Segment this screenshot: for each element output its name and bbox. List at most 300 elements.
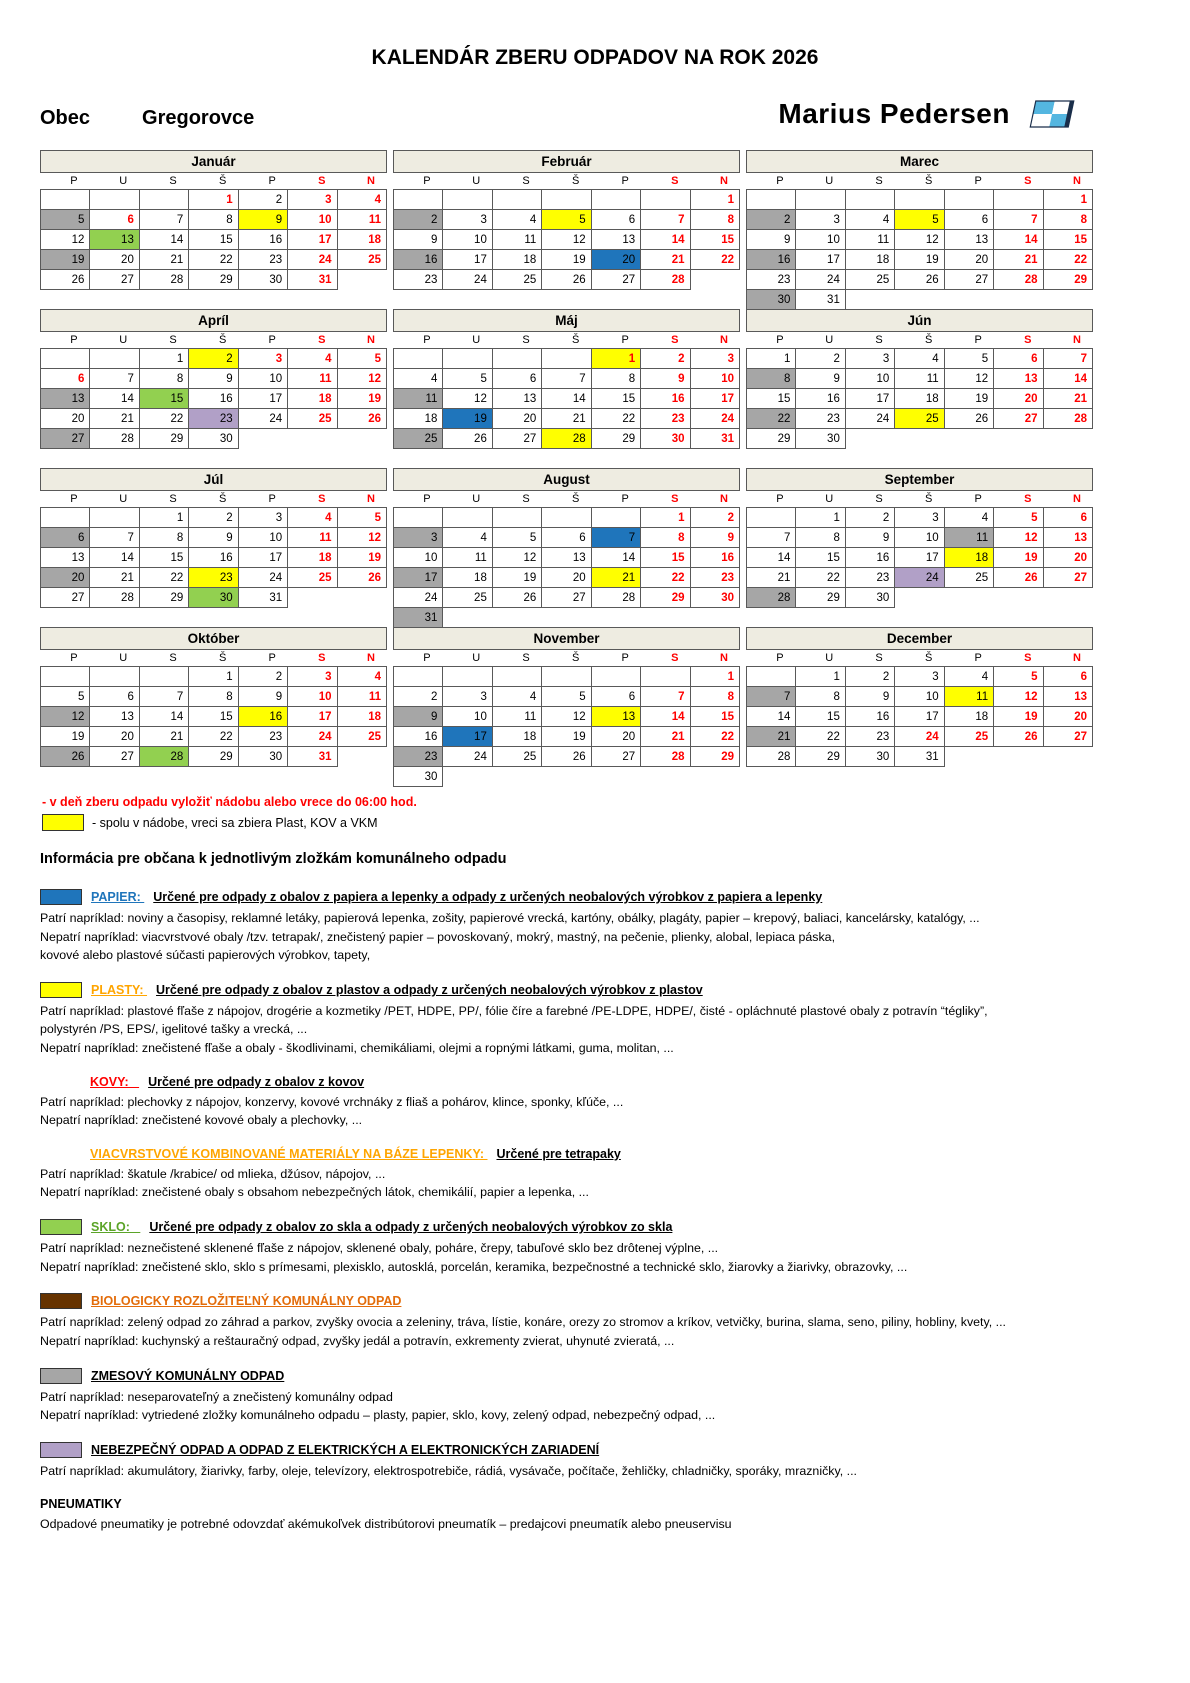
day-3: 3 xyxy=(895,508,944,528)
day-27: 27 xyxy=(542,588,591,608)
day-24: 24 xyxy=(288,250,337,270)
day-9: 9 xyxy=(845,687,894,707)
day-8: 8 xyxy=(591,369,640,389)
empty-cell xyxy=(591,667,640,687)
section-title: Určené pre odpady z obalov z plastov a odpady z určených neobalových výrobkov z plastov xyxy=(156,982,703,997)
weekday-label: P xyxy=(70,175,78,187)
day-19: 19 xyxy=(337,548,386,568)
void-cell xyxy=(443,767,492,787)
day-2: 2 xyxy=(394,687,443,707)
day-5: 5 xyxy=(41,210,90,230)
week-row xyxy=(41,508,387,528)
weekday-label: P xyxy=(776,652,784,664)
day-25: 25 xyxy=(492,747,541,767)
empty-cell xyxy=(90,508,139,528)
day-16: 16 xyxy=(845,707,894,727)
day-21: 21 xyxy=(591,568,640,588)
month-marec xyxy=(746,150,1093,306)
weekday-label: P xyxy=(974,175,982,187)
day-31: 31 xyxy=(394,608,443,628)
void-cell xyxy=(492,608,541,628)
day-24: 24 xyxy=(895,727,944,747)
section-line: kovové alebo plastové súčasti papierových výrobkov, tapety, xyxy=(40,948,371,963)
day-23: 23 xyxy=(641,409,690,429)
weekday-label: Š xyxy=(924,175,933,187)
day-5: 5 xyxy=(944,349,993,369)
day-27: 27 xyxy=(41,429,90,449)
day-10: 10 xyxy=(443,230,492,250)
month-jul xyxy=(40,468,387,624)
empty-cell xyxy=(394,508,443,528)
day-10: 10 xyxy=(845,369,894,389)
month-days-table xyxy=(746,666,1093,767)
day-7: 7 xyxy=(641,687,690,707)
week-row xyxy=(747,568,1093,588)
day-7: 7 xyxy=(747,687,796,707)
day-10: 10 xyxy=(394,548,443,568)
empty-cell xyxy=(443,508,492,528)
weekday-label: S xyxy=(522,175,530,187)
day-23: 23 xyxy=(747,270,796,290)
weekday-label: Š xyxy=(571,493,580,505)
municipality-name: Gregorovce xyxy=(142,107,255,129)
section-heading xyxy=(90,1147,1150,1161)
day-21: 21 xyxy=(641,727,690,747)
empty-cell xyxy=(845,190,894,210)
section-line: Nepatrí napríklad: znečistené fľaše a obaly - škodlivinami, chemikáliami, olejmi a ropnými látkami, guma, molitan, ... xyxy=(40,1041,674,1056)
empty-cell xyxy=(591,190,640,210)
void-cell xyxy=(845,429,894,449)
day-19: 19 xyxy=(994,707,1043,727)
day-5: 5 xyxy=(994,667,1043,687)
section-label: KOVY: xyxy=(90,1074,140,1089)
day-21: 21 xyxy=(139,727,188,747)
section-title: Určené pre odpady z obalov z kovov xyxy=(148,1074,365,1089)
day-26: 26 xyxy=(944,409,993,429)
day-2: 2 xyxy=(845,508,894,528)
waste-section-nebezpecny xyxy=(40,1442,1150,1481)
day-16: 16 xyxy=(845,548,894,568)
void-cell xyxy=(690,767,739,787)
weekday-header-row xyxy=(40,650,387,666)
day-14: 14 xyxy=(139,230,188,250)
day-23: 23 xyxy=(394,270,443,290)
day-24: 24 xyxy=(895,568,944,588)
day-28: 28 xyxy=(542,429,591,449)
section-line: Patrí napríklad: neseparovateľný a znečistený komunálny odpad xyxy=(40,1389,393,1404)
weekday-label: Š xyxy=(924,652,933,664)
void-cell xyxy=(337,429,386,449)
week-row xyxy=(747,290,1093,310)
week-row xyxy=(394,389,740,409)
day-10: 10 xyxy=(238,369,287,389)
weekday-label: S xyxy=(169,652,177,664)
day-28: 28 xyxy=(747,747,796,767)
day-12: 12 xyxy=(492,548,541,568)
day-13: 13 xyxy=(994,369,1043,389)
day-2: 2 xyxy=(641,349,690,369)
weekday-header-row xyxy=(746,650,1093,666)
day-24: 24 xyxy=(845,409,894,429)
weekday-label: N xyxy=(720,493,728,505)
day-14: 14 xyxy=(641,707,690,727)
day-4: 4 xyxy=(288,508,337,528)
weekday-label: P xyxy=(776,334,784,346)
day-13: 13 xyxy=(41,389,90,409)
day-29: 29 xyxy=(189,747,238,767)
section-line: Patrí napríklad: plastové fľaše z nápojov, drogérie a kozmetiky /PET, HDPE, PP/, fólie číre a farebné /PE-LDPE, HDPE/, čisté - opláchnuté plastové obaly z potravín “tégliky”, xyxy=(40,1003,988,1018)
day-22: 22 xyxy=(747,409,796,429)
day-23: 23 xyxy=(189,568,238,588)
day-13: 13 xyxy=(1043,528,1092,548)
day-24: 24 xyxy=(238,409,287,429)
day-6: 6 xyxy=(542,528,591,548)
void-cell xyxy=(641,767,690,787)
void-cell xyxy=(542,767,591,787)
day-26: 26 xyxy=(994,727,1043,747)
weekday-label: Š xyxy=(571,652,580,664)
day-11: 11 xyxy=(288,369,337,389)
day-22: 22 xyxy=(796,568,845,588)
day-19: 19 xyxy=(492,568,541,588)
day-10: 10 xyxy=(690,369,739,389)
weekday-label: U xyxy=(472,652,481,664)
week-row xyxy=(394,250,740,270)
week-row xyxy=(747,230,1093,250)
day-15: 15 xyxy=(189,707,238,727)
weekday-label: S xyxy=(1024,334,1032,346)
purple-category-swatch xyxy=(40,1442,82,1458)
month-days-table xyxy=(393,348,740,449)
weekday-label: U xyxy=(119,493,128,505)
blue-category-swatch xyxy=(40,889,82,905)
day-21: 21 xyxy=(542,409,591,429)
day-10: 10 xyxy=(288,210,337,230)
day-5: 5 xyxy=(492,528,541,548)
day-10: 10 xyxy=(238,528,287,548)
week-row xyxy=(747,210,1093,230)
day-30: 30 xyxy=(238,270,287,290)
day-5: 5 xyxy=(337,508,386,528)
weekday-label: U xyxy=(825,175,834,187)
day-31: 31 xyxy=(288,270,337,290)
day-29: 29 xyxy=(139,429,188,449)
weekday-label: U xyxy=(472,175,481,187)
day-6: 6 xyxy=(994,349,1043,369)
empty-cell xyxy=(41,190,90,210)
day-6: 6 xyxy=(41,369,90,389)
week-row xyxy=(41,687,387,707)
week-row xyxy=(747,528,1093,548)
week-row xyxy=(394,508,740,528)
weekday-label: S xyxy=(671,652,679,664)
day-30: 30 xyxy=(189,429,238,449)
weekday-label: S xyxy=(318,493,326,505)
day-16: 16 xyxy=(394,727,443,747)
day-9: 9 xyxy=(747,230,796,250)
day-4: 4 xyxy=(492,687,541,707)
day-19: 19 xyxy=(542,727,591,747)
weekday-label: S xyxy=(318,334,326,346)
month-title: Október xyxy=(40,627,387,650)
day-14: 14 xyxy=(641,230,690,250)
month-title: Júl xyxy=(40,468,387,491)
day-22: 22 xyxy=(591,409,640,429)
day-28: 28 xyxy=(994,270,1043,290)
day-25: 25 xyxy=(895,409,944,429)
day-23: 23 xyxy=(796,409,845,429)
day-22: 22 xyxy=(796,727,845,747)
empty-cell xyxy=(944,190,993,210)
week-row xyxy=(41,389,387,409)
month-days-table xyxy=(40,666,387,767)
day-29: 29 xyxy=(139,588,188,608)
yellow-category-swatch xyxy=(40,982,82,998)
week-row xyxy=(747,250,1093,270)
weekday-label: Š xyxy=(924,493,933,505)
day-16: 16 xyxy=(641,389,690,409)
day-20: 20 xyxy=(90,727,139,747)
day-19: 19 xyxy=(542,250,591,270)
weekday-label: S xyxy=(318,175,326,187)
day-2: 2 xyxy=(238,667,287,687)
week-row xyxy=(394,190,740,210)
day-20: 20 xyxy=(41,568,90,588)
month-title: September xyxy=(746,468,1093,491)
week-row xyxy=(394,230,740,250)
empty-cell xyxy=(492,190,541,210)
empty-cell xyxy=(443,190,492,210)
weekday-label: Š xyxy=(218,493,227,505)
week-row xyxy=(747,369,1093,389)
weekday-label: U xyxy=(825,652,834,664)
day-12: 12 xyxy=(994,528,1043,548)
day-17: 17 xyxy=(288,230,337,250)
section-label: NEBEZPEČNÝ ODPAD A ODPAD Z ELEKTRICKÝCH A ELEKTRONICKÝCH ZARIADENÍ xyxy=(91,1442,600,1457)
day-26: 26 xyxy=(443,429,492,449)
weekday-header-row xyxy=(393,491,740,507)
day-18: 18 xyxy=(944,707,993,727)
day-16: 16 xyxy=(238,707,287,727)
void-cell xyxy=(944,290,993,310)
day-14: 14 xyxy=(542,389,591,409)
empty-cell xyxy=(796,190,845,210)
empty-cell xyxy=(90,349,139,369)
day-11: 11 xyxy=(492,707,541,727)
week-row xyxy=(394,369,740,389)
day-7: 7 xyxy=(139,687,188,707)
day-26: 26 xyxy=(994,568,1043,588)
empty-cell xyxy=(139,667,188,687)
day-30: 30 xyxy=(641,429,690,449)
day-19: 19 xyxy=(895,250,944,270)
day-28: 28 xyxy=(139,747,188,767)
empty-cell xyxy=(641,667,690,687)
weekday-label: N xyxy=(720,175,728,187)
day-9: 9 xyxy=(796,369,845,389)
day-26: 26 xyxy=(542,747,591,767)
day-11: 11 xyxy=(394,389,443,409)
section-line: Patrí napríklad: zelený odpad zo záhrad a parkov, zvyšky ovocia a zeleniny, tráva, lístie, konáre, orezy zo stromov a kríkov, vetvičky, burina, slama, seno, piliny, hobliny, kvety, ... xyxy=(40,1315,1006,1330)
day-26: 26 xyxy=(41,747,90,767)
day-17: 17 xyxy=(895,548,944,568)
void-cell xyxy=(337,270,386,290)
day-9: 9 xyxy=(394,230,443,250)
day-6: 6 xyxy=(1043,667,1092,687)
section-line: Nepatrí napríklad: kuchynský a reštauračný odpad, zvyšky jedál a potravín, exkrementy zvierat, uhynuté zvieratá, ... xyxy=(40,1333,675,1348)
day-11: 11 xyxy=(288,528,337,548)
day-4: 4 xyxy=(944,667,993,687)
day-14: 14 xyxy=(994,230,1043,250)
day-18: 18 xyxy=(443,568,492,588)
day-12: 12 xyxy=(542,230,591,250)
weekday-label: S xyxy=(671,175,679,187)
yellow-legend-swatch xyxy=(42,814,84,831)
day-8: 8 xyxy=(796,528,845,548)
month-title: Marec xyxy=(746,150,1093,173)
day-29: 29 xyxy=(1043,270,1092,290)
week-row xyxy=(394,548,740,568)
week-row xyxy=(747,409,1093,429)
day-5: 5 xyxy=(542,687,591,707)
day-29: 29 xyxy=(796,588,845,608)
day-1: 1 xyxy=(796,508,845,528)
day-21: 21 xyxy=(747,727,796,747)
day-4: 4 xyxy=(394,369,443,389)
day-4: 4 xyxy=(288,349,337,369)
day-21: 21 xyxy=(139,250,188,270)
weekday-label: U xyxy=(119,652,128,664)
empty-cell xyxy=(542,349,591,369)
day-12: 12 xyxy=(337,528,386,548)
day-15: 15 xyxy=(796,548,845,568)
week-row xyxy=(394,727,740,747)
week-row xyxy=(747,747,1093,767)
month-november xyxy=(393,627,740,783)
section-heading xyxy=(90,1075,1150,1089)
day-27: 27 xyxy=(994,409,1043,429)
day-9: 9 xyxy=(641,369,690,389)
day-15: 15 xyxy=(139,389,188,409)
day-20: 20 xyxy=(944,250,993,270)
week-row xyxy=(41,230,387,250)
day-8: 8 xyxy=(690,687,739,707)
day-25: 25 xyxy=(944,568,993,588)
waste-info-sections xyxy=(40,889,1150,1534)
month-days-table xyxy=(40,189,387,290)
day-13: 13 xyxy=(41,548,90,568)
day-27: 27 xyxy=(591,270,640,290)
day-30: 30 xyxy=(845,588,894,608)
section-heading xyxy=(40,889,1150,905)
day-20: 20 xyxy=(591,727,640,747)
day-26: 26 xyxy=(41,270,90,290)
day-9: 9 xyxy=(690,528,739,548)
day-6: 6 xyxy=(90,687,139,707)
section-line: Patrí napríklad: plechovky z nápojov, konzervy, kovové vrchnáky z fliaš a pohárov, klince, sponky, kľúče, ... xyxy=(40,1094,624,1109)
day-27: 27 xyxy=(944,270,993,290)
month-april xyxy=(40,309,387,465)
day-22: 22 xyxy=(690,727,739,747)
weekday-label: S xyxy=(318,652,326,664)
day-29: 29 xyxy=(796,747,845,767)
day-2: 2 xyxy=(747,210,796,230)
weekday-header-row xyxy=(393,332,740,348)
day-19: 19 xyxy=(443,409,492,429)
week-row xyxy=(394,687,740,707)
empty-cell xyxy=(41,508,90,528)
day-26: 26 xyxy=(895,270,944,290)
day-17: 17 xyxy=(238,548,287,568)
day-13: 13 xyxy=(591,230,640,250)
section-line: polystyrén /PS, EPS/, igelitové tašky a vrecká, ... xyxy=(40,1022,308,1037)
empty-cell xyxy=(542,190,591,210)
weekday-header-row xyxy=(393,173,740,189)
day-16: 16 xyxy=(796,389,845,409)
weekday-label: S xyxy=(1024,652,1032,664)
day-6: 6 xyxy=(492,369,541,389)
month-days-table xyxy=(746,189,1093,310)
weekday-label: N xyxy=(1073,493,1081,505)
day-28: 28 xyxy=(139,270,188,290)
day-23: 23 xyxy=(238,727,287,747)
day-17: 17 xyxy=(288,707,337,727)
weekday-label: N xyxy=(367,175,375,187)
legend-notes xyxy=(42,795,1150,831)
section-label: PLASTY: xyxy=(91,982,148,997)
day-28: 28 xyxy=(641,747,690,767)
day-20: 20 xyxy=(994,389,1043,409)
day-2: 2 xyxy=(845,667,894,687)
weekday-label: S xyxy=(875,493,883,505)
day-12: 12 xyxy=(41,230,90,250)
weekday-label: P xyxy=(423,334,431,346)
weekday-label: U xyxy=(825,493,834,505)
section-heading xyxy=(40,1442,1150,1458)
day-18: 18 xyxy=(394,409,443,429)
weekday-label: N xyxy=(367,652,375,664)
page-title: KALENDÁR ZBERU ODPADOV NA ROK 2026 xyxy=(371,46,819,69)
day-3: 3 xyxy=(288,190,337,210)
day-13: 13 xyxy=(492,389,541,409)
day-30: 30 xyxy=(394,767,443,787)
void-cell xyxy=(288,429,337,449)
weekday-label: N xyxy=(367,334,375,346)
weekday-label: S xyxy=(522,334,530,346)
day-22: 22 xyxy=(139,409,188,429)
weekday-header-row xyxy=(40,173,387,189)
day-4: 4 xyxy=(895,349,944,369)
week-row xyxy=(747,429,1093,449)
day-25: 25 xyxy=(337,727,386,747)
day-1: 1 xyxy=(189,667,238,687)
week-row xyxy=(394,588,740,608)
day-11: 11 xyxy=(337,210,386,230)
day-3: 3 xyxy=(288,667,337,687)
day-10: 10 xyxy=(895,687,944,707)
section-line: Patrí napríklad: škatule /krabice/ od mlieka, džúsov, nápojov, ... xyxy=(40,1166,386,1181)
empty-cell xyxy=(90,667,139,687)
section-title: Určené pre tetrapaky xyxy=(496,1146,621,1161)
day-4: 4 xyxy=(944,508,993,528)
void-cell xyxy=(443,608,492,628)
day-3: 3 xyxy=(895,667,944,687)
week-row xyxy=(41,349,387,369)
day-27: 27 xyxy=(41,588,90,608)
day-28: 28 xyxy=(90,588,139,608)
section-label: VIACVRSTVOVÉ KOMBINOVANÉ MATERIÁLY NA BÁZE LEPENKY: xyxy=(90,1146,488,1161)
day-1: 1 xyxy=(641,508,690,528)
